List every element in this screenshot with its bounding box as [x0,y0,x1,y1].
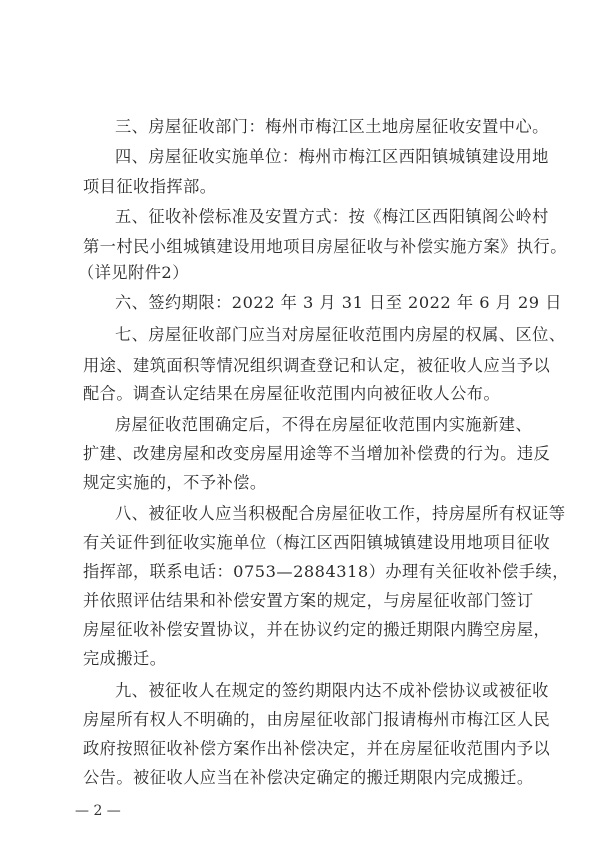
para-3-line-1: 三、房屋征收部门：梅州市梅江区土地房屋征收安置中心。 [115,117,549,136]
para-7-line-2: 用途、建筑面积等情况组织调查登记和认定，被征收人应当予以 [83,356,551,375]
para-7b-line-2: 扩建、改建房屋和改变房屋用途等不当增加补偿费的行为。违反 [83,444,551,463]
para-8-line-1: 八、被征收人应当积极配合房屋征收工作，持房屋所有权证等 [115,504,566,523]
para-7-line-3: 配合。调查认定结果在房屋征收范围内向被征收人公布。 [83,384,501,403]
para-7b-line-3: 规定实施的，不予补偿。 [83,473,267,492]
para-9-line-1: 九、被征收人在规定的签约期限内达不成补偿协议或被征收 [115,681,549,700]
para-4-line-1: 四、房屋征收实施单位：梅州市梅江区西阳镇城镇建设用地 [115,147,549,166]
para-8-line-2: 有关证件到征收实施单位（梅江区西阳镇城镇建设用地项目征收 [83,533,551,552]
para-8-line-3: 指挥部，联系电话：0753—2884318）办理有关征收补偿手续， [83,562,569,581]
para-5-line-2: 第一村民小组城镇建设用地项目房屋征收与补偿实施方案》执行。 [83,237,567,256]
para-8-line-5: 房屋征收补偿安置协议，并在协议约定的搬迁期限内腾空房屋， [83,620,551,639]
para-6-line-1: 六、签约期限：2022 年 3 月 31 日至 2022 年 6 月 29 日 [115,293,562,312]
para-8-line-6: 完成搬迁。 [83,649,167,668]
para-4-line-2: 项目征收指挥部。 [83,177,217,196]
para-9-line-4: 公告。被征收人应当在补偿决定确定的搬迁期限内完成搬迁。 [83,768,534,787]
para-9-line-3: 政府按照征收补偿方案作出补偿决定，并在房屋征收范围内予以 [83,739,551,758]
para-7b-line-1: 房屋征收范围确定后，不得在房屋征收范围内实施新建、 [115,415,533,434]
para-8-line-4: 并依照评估结果和补偿安置方案的规定，与房屋征收部门签订 [83,591,534,610]
para-5-line-3: （详见附件2） [78,263,189,282]
para-5-line-1: 五、征收补偿标准及安置方式：按《梅江区西阳镇阁公岭村 [115,207,549,226]
page-number: — 2 — [75,803,121,819]
para-7-line-1: 七、房屋征收部门应当对房屋征收范围内房屋的权属、区位、 [115,325,566,344]
para-9-line-2: 房屋所有权人不明确的，由房屋征收部门报请梅州市梅江区人民 [83,710,551,729]
